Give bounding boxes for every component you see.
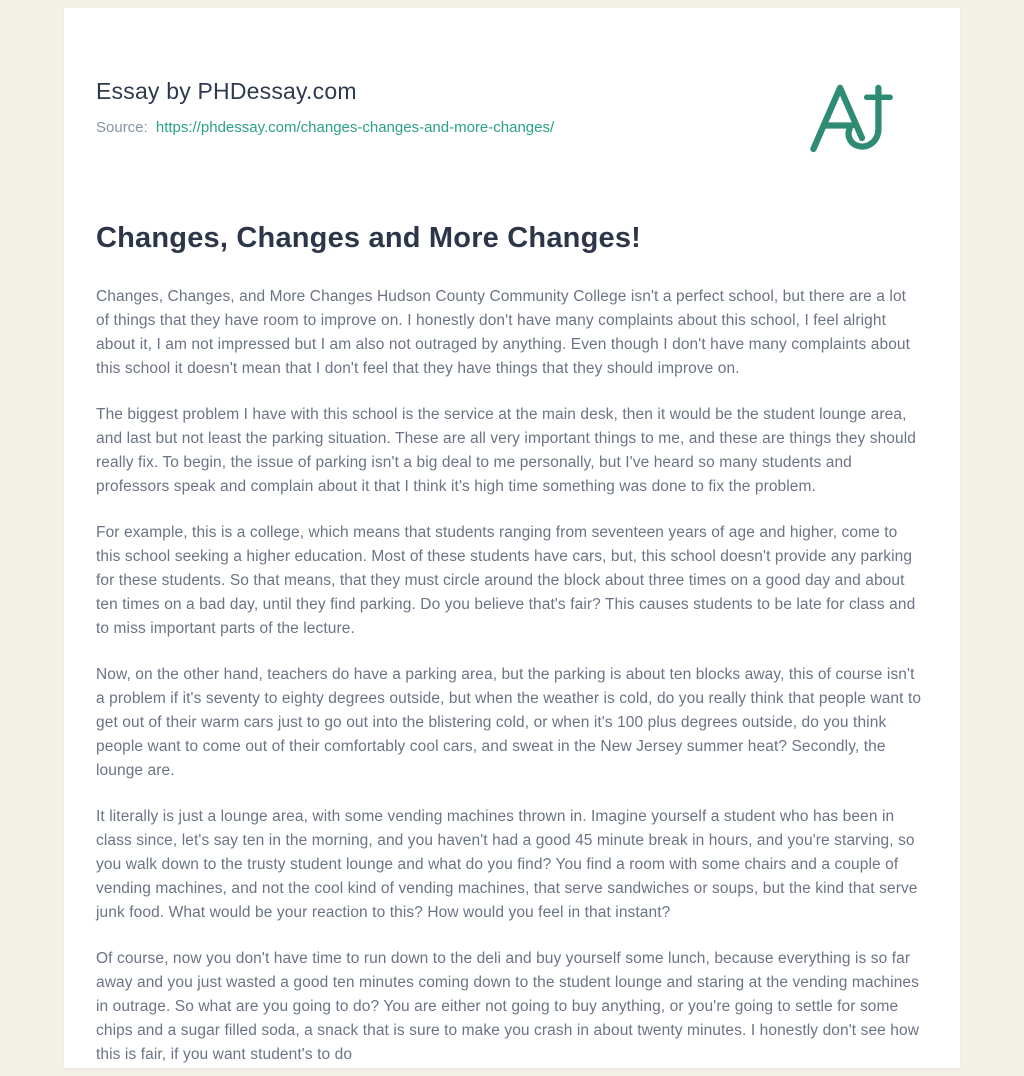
essay-paragraph-3: For example, this is a college, which means that students ranging from seventeen years of age and higher, come to this school seeking a higher education. Most of these students have cars, but, this school doesn't provide any parking for these students. So that means, that they must circle around the block about three times on a good day and about ten times on a bad day, until they find parking. Do you believe that's fair? This causes students to be late for class and to miss important parts of the lecture. bbox=[96, 524, 916, 637]
byline: Essay by PHDessay.com bbox=[96, 78, 357, 104]
essay-title: Changes, Changes and More Changes! bbox=[96, 222, 641, 254]
essay-header bbox=[96, 78, 922, 136]
essay-body bbox=[96, 285, 922, 1067]
source-line bbox=[96, 119, 922, 136]
essay-paragraph-5: It literally is just a lounge area, with some vending machines thrown in. Imagine yourself a student who has been in class since, let's say ten in the morning, and you haven't had a good 45 minute break in hours, and you're starving, so you walk down to the trusty student lounge and what do you find? You find a room with some chairs and a couple of vending machines, and not the cool kind of vending machines, that serve sandwiches or soups, but the kind that serve junk food. What would be your reaction to this? How would you feel in that instant? bbox=[96, 808, 918, 921]
source-url-link[interactable]: https://phdessay.com/changes-changes-and-more-changes/ bbox=[155, 119, 555, 136]
essay-paragraph-2: The biggest problem I have with this school is the service at the main desk, then it would be the student lounge area, and last but not least the parking situation. These are all very important things to me, and these are things they should really fix. To begin, the issue of parking isn't a big deal to me personally, but I've heard so many students and professors speak and complain about it that I think it's high time something was done to fix the problem. bbox=[96, 406, 917, 495]
essay-paragraph-1: Changes, Changes, and More Changes Hudson County Community College isn't a perfect school, but there are a lot of things that they have room to improve on. I honestly don't have many complaints about this school, I feel alright about it, I am not impressed but I am also not outraged by anything. Even though I don't have many complaints about this school it doesn't mean that I don't feel that they have things that they should improve on. bbox=[96, 288, 911, 377]
essay-card bbox=[64, 8, 960, 1068]
phdessay-logo-icon bbox=[804, 74, 898, 166]
essay-paragraph-6: Of course, now you don't have time to run down to the deli and buy yourself some lunch, because everything is so far away and you just wasted a good ten minutes coming down to the student lounge and staring at the vending machines in outrage. So what are you going to do? You are either not going to buy anything, or you're going to settle for some chips and a sugar filled soda, a snack that is sure to make you crash in about twenty minutes. I honestly don't see how this is fair, if you want student's to do bbox=[96, 950, 920, 1063]
essay-paragraph-4: Now, on the other hand, teachers do have a parking area, but the parking is about ten blocks away, this of course isn't a problem if it's seventy to eighty degrees outside, but when the weather is cold, do you really think that people want to get out of their warm cars just to go out into the blistering cold, or when it's 100 plus degrees outside, do you think people want to come out of their comfortably cool cars, and sweat in the New Jersey summer heat? Secondly, the lounge are. bbox=[96, 666, 922, 779]
source-label: Source: bbox=[96, 119, 148, 136]
